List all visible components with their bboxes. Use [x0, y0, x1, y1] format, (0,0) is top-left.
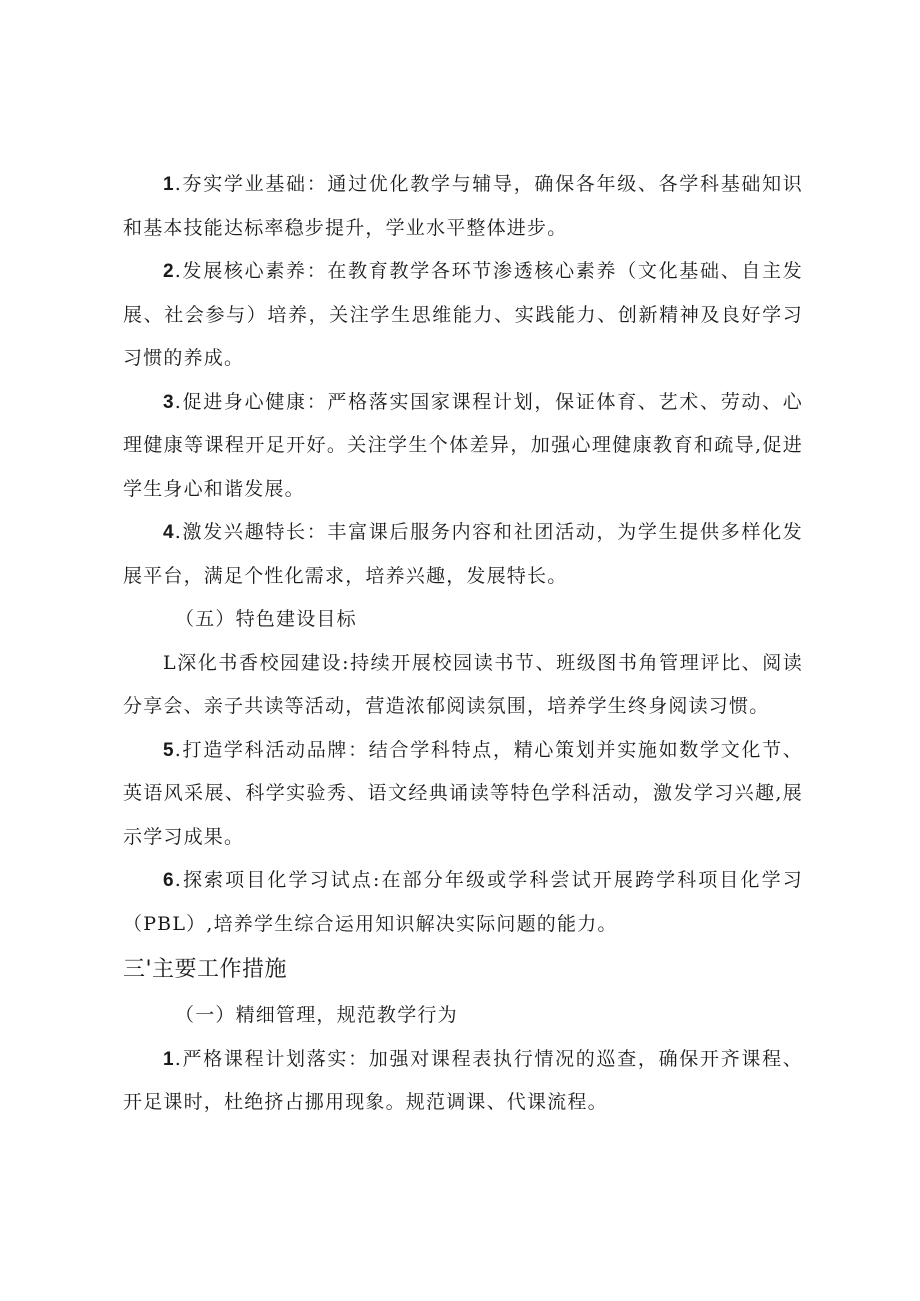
paragraph-text: .夯实学业基础：通过优化教学与辅导，确保各年级、各学科基础知识和基本技能达标率稳步提升，学业水平整体进步。 [123, 173, 803, 239]
goal-paragraph-1 [123, 163, 803, 250]
paragraph-text: .探索项目化学习试点:在部分年级或学科尝试开展跨学科项目化学习（PBL）,培养学生综合运用知识解决实际问题的能力。 [123, 869, 803, 935]
item-number: 1 [163, 174, 175, 195]
goal-paragraph-3 [123, 381, 803, 512]
featured-paragraph-6 [123, 859, 803, 946]
paragraph-text: .激发兴趣特长：丰富课后服务内容和社团活动，为学生提供多样化发展平台，满足个性化需求，培养兴趣，发展特长。 [123, 521, 803, 587]
item-number: 6 [163, 870, 175, 891]
item-number: 5 [163, 739, 175, 761]
subheading-fine-management: （一）精细管理，规范教学行为 [175, 1004, 458, 1026]
paragraph-text: .打造学科活动品牌：结合学科特点，精心策划并实施如数学文化节、英语风采展、科学实验秀、语文经典诵读等特色学科活动，激发学习兴趣,展示学习成果。 [123, 738, 803, 848]
item-number: 1 [163, 1048, 175, 1070]
paragraph-text: .促进身心健康：严格落实国家课程计划，保证体育、艺术、劳动、心理健康等课程开足开好。关注学生个体差异，加强心理健康教育和疏导,促进学生身心和谐发展。 [123, 390, 803, 500]
paragraph-text: .发展核心素养：在教育教学各环节渗透核心素养（文化基础、自主发展、社会参与）培养，关注学生思维能力、实践能力、创新精神及良好学习习惯的养成。 [123, 260, 803, 369]
item-number: 2 [163, 261, 175, 282]
subheading-featured-goals: （五）特色建设目标 [175, 608, 357, 630]
section-heading-measures: 三'主要工作措施 [123, 957, 288, 982]
document-body [123, 163, 803, 1125]
measure-paragraph-1 [123, 1038, 803, 1125]
goal-paragraph-2 [123, 250, 803, 381]
item-number: 3 [163, 391, 175, 413]
goal-paragraph-4 [123, 511, 803, 598]
featured-paragraph-5 [123, 729, 803, 860]
featured-paragraph-1: L深化书香校园建设:持续开展校园读书节、班级图书角管理评比、阅读分享会、亲子共读等活动，营造浓郁阅读氛围，培养学生终身阅读习惯。 [123, 651, 803, 717]
item-number: 4 [163, 522, 175, 543]
paragraph-text: .严格课程计划落实：加强对课程表执行情况的巡查，确保开齐课程、开足课时，杜绝挤占挪用现象。规范调课、代课流程。 [123, 1047, 803, 1113]
